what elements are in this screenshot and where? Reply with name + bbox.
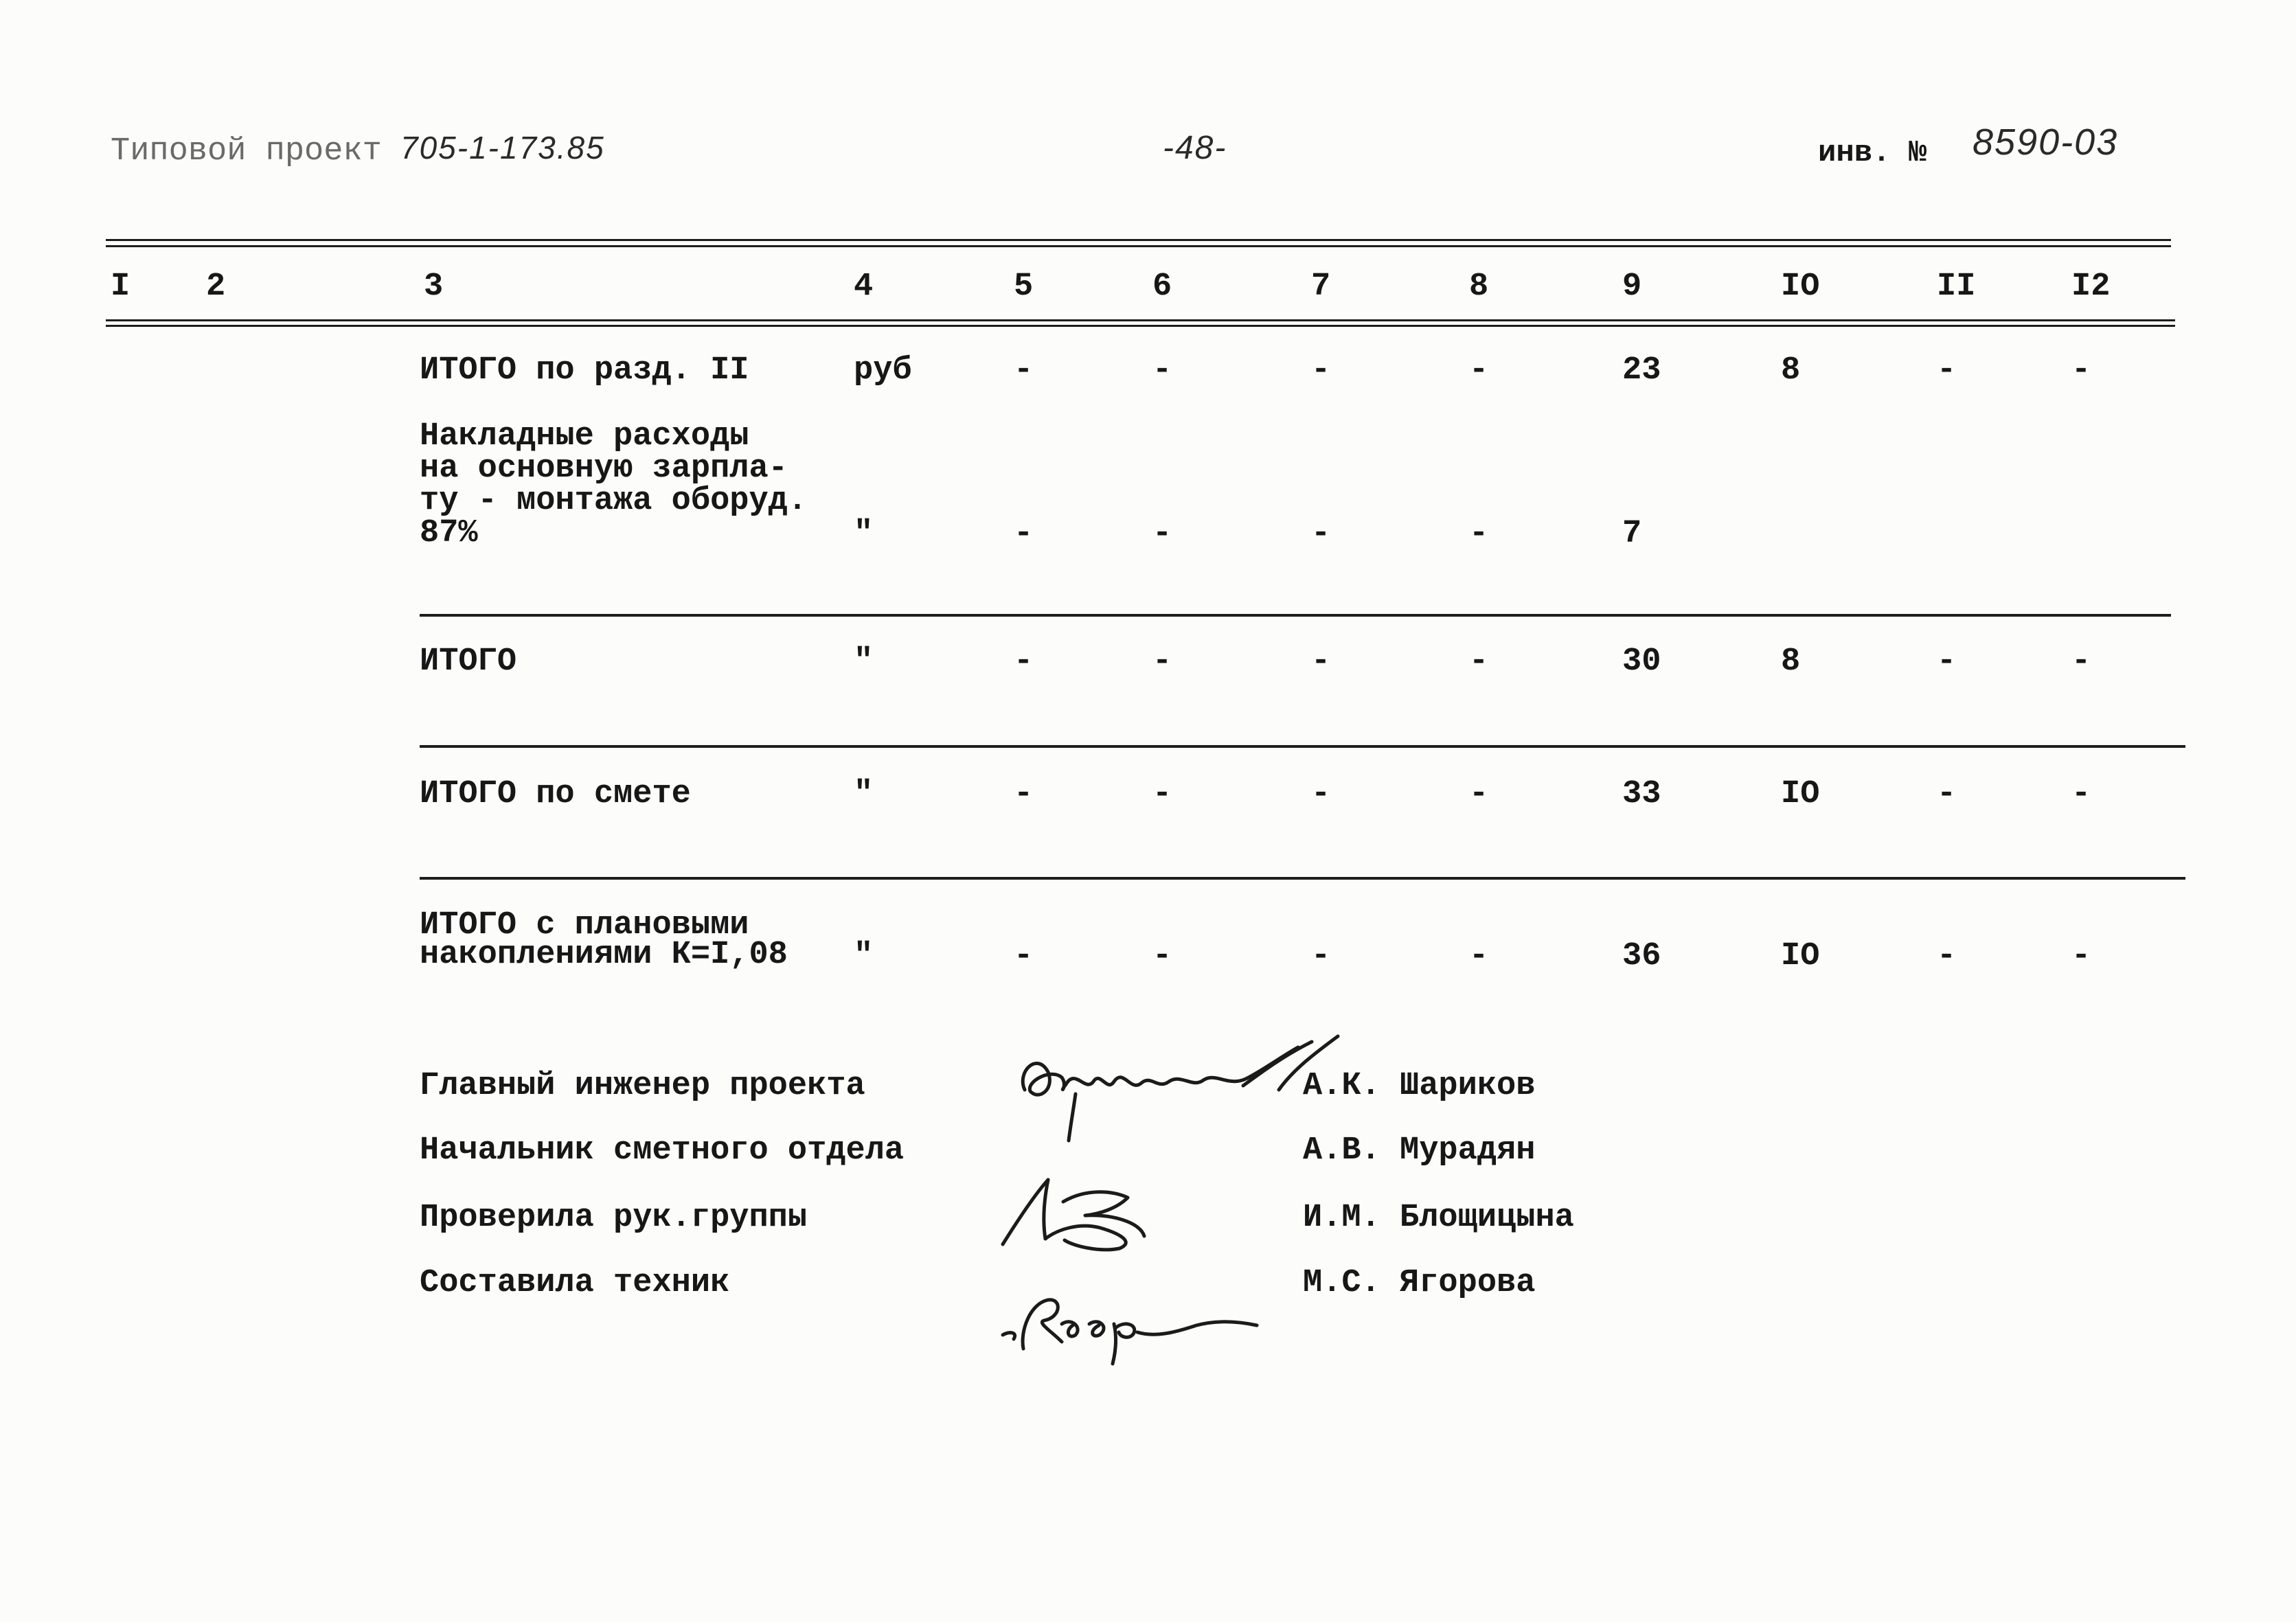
table-cell: - — [1014, 938, 1034, 974]
table-cell: - — [1469, 938, 1489, 974]
horizontal-rule — [106, 239, 2171, 241]
table-cell: - — [1152, 643, 1172, 680]
table-cell: - — [2071, 352, 2091, 389]
horizontal-rule — [106, 319, 2175, 321]
table-cell: 23 — [1622, 352, 1661, 389]
signatory-position: Проверила рук.группы — [420, 1200, 808, 1236]
horizontal-rule — [106, 325, 2175, 327]
signatory-position: Начальник сметного отдела — [420, 1132, 905, 1169]
handwritten-signature — [996, 1283, 1264, 1369]
table-cell: " — [854, 776, 874, 812]
table-cell: - — [1937, 776, 1957, 812]
table-cell: - — [1311, 352, 1331, 389]
table-cell: - — [1311, 516, 1331, 552]
table-cell: - — [1152, 776, 1172, 812]
inventory-number: 8590-03 — [1973, 122, 2119, 163]
row-label: ИТОГО по разд. II — [420, 352, 749, 389]
horizontal-rule — [420, 614, 2171, 617]
row-label-line: ИТОГО с плановыми — [420, 907, 749, 944]
row-label-line: на основную зарпла- — [420, 450, 788, 487]
table-cell: 36 — [1622, 938, 1661, 974]
signatory-name: А.В. Мурадян — [1303, 1132, 1536, 1169]
signatory-name: И.М. Блощицына — [1303, 1200, 1574, 1236]
inventory-label: инв. № — [1818, 136, 1927, 170]
column-number: 2 — [206, 269, 226, 305]
document-label: Типовой проект — [111, 133, 382, 170]
row-label-line: ту - монтажа оборуд. — [420, 483, 808, 519]
table-cell: 30 — [1622, 643, 1661, 680]
table-cell: - — [1469, 643, 1489, 680]
row-label — [420, 420, 807, 549]
table-cell: 33 — [1622, 776, 1661, 812]
table-cell: - — [1152, 352, 1172, 389]
table-cell: - — [1152, 516, 1172, 552]
table-cell: - — [2071, 938, 2091, 974]
table-cell: - — [1311, 938, 1331, 974]
table-cell: - — [1014, 776, 1034, 812]
row-label: ИТОГО — [420, 643, 517, 680]
signatory-position: Составила техник — [420, 1265, 730, 1301]
page-number: -48- — [1163, 130, 1227, 166]
column-number: I — [111, 269, 130, 305]
table-cell: - — [1937, 643, 1957, 680]
row-label: ИТОГО по смете — [420, 776, 691, 812]
table-cell: - — [1014, 516, 1034, 552]
table-cell: 7 — [1622, 516, 1642, 552]
handwritten-signature — [1010, 1027, 1346, 1147]
row-label-line: накоплениями К=I,08 — [420, 937, 788, 973]
table-cell: " — [854, 516, 874, 552]
row-label-line: Накладные расходы — [420, 418, 749, 455]
table-cell: - — [1469, 776, 1489, 812]
horizontal-rule — [420, 745, 2185, 748]
table-cell: 8 — [1781, 643, 1801, 680]
table-cell: IO — [1781, 776, 1820, 812]
signatory-name: А.К. Шариков — [1303, 1068, 1536, 1104]
table-cell: - — [1937, 352, 1957, 389]
table-cell: 8 — [1781, 352, 1801, 389]
table-cell: " — [854, 938, 874, 974]
column-number: 6 — [1152, 269, 1172, 305]
column-number: 3 — [424, 269, 444, 305]
column-number: IO — [1781, 269, 1820, 305]
table-cell: - — [1469, 352, 1489, 389]
table-cell: - — [2071, 776, 2091, 812]
signatory-name: М.С. Ягорова — [1303, 1265, 1536, 1301]
column-number: I2 — [2071, 269, 2111, 305]
table-cell: - — [1311, 776, 1331, 812]
signatory-position: Главный инженер проекта — [420, 1068, 865, 1104]
table-cell: " — [854, 643, 874, 680]
handwritten-signature — [996, 1173, 1161, 1255]
table-cell: - — [1152, 938, 1172, 974]
table-cell: - — [1469, 516, 1489, 552]
horizontal-rule — [420, 877, 2185, 880]
table-cell: - — [1014, 643, 1034, 680]
column-number: 7 — [1311, 269, 1331, 305]
column-number: 8 — [1469, 269, 1489, 305]
table-cell: - — [1014, 352, 1034, 389]
table-cell: - — [2071, 643, 2091, 680]
column-number: II — [1937, 269, 1976, 305]
row-label-line: 87% — [420, 515, 478, 551]
column-number: 5 — [1014, 269, 1034, 305]
table-cell: - — [1937, 938, 1957, 974]
table-cell: IO — [1781, 938, 1820, 974]
column-number: 4 — [854, 269, 874, 305]
project-number: 705-1-173.85 — [400, 130, 605, 165]
table-cell: - — [1311, 643, 1331, 680]
column-number: 9 — [1622, 269, 1642, 305]
horizontal-rule — [106, 245, 2171, 247]
table-cell: руб — [854, 352, 912, 389]
row-label — [420, 907, 788, 973]
